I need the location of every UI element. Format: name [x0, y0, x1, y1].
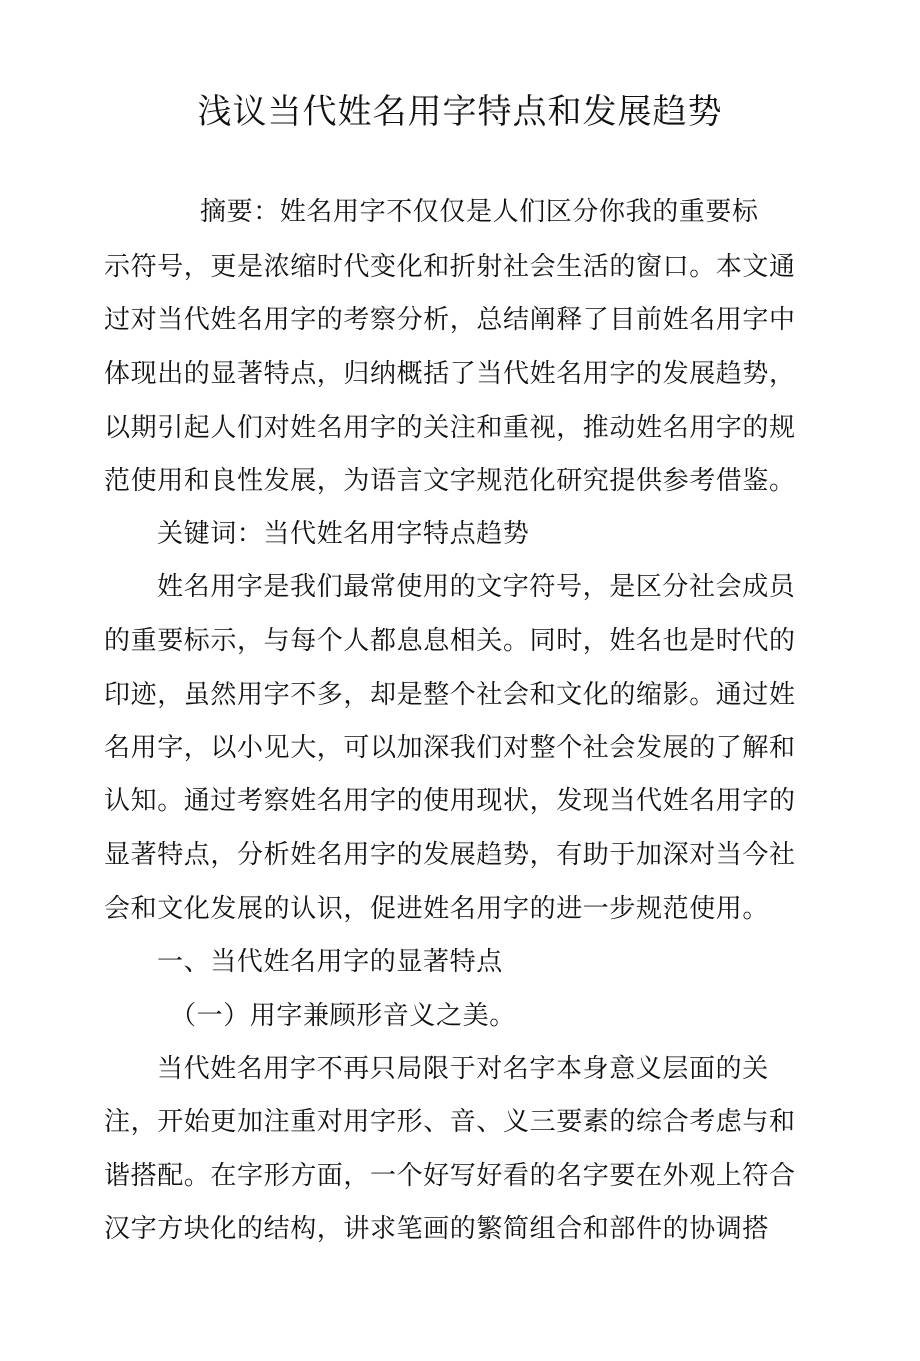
- body-line: 名用字，以小见大，可以加深我们对整个社会发展的了解和: [104, 733, 796, 762]
- body-line: 的重要标示，与每个人都息息相关。同时，姓名也是时代的: [104, 626, 796, 655]
- abstract-line: 体现出的显著特点，归纳概括了当代姓名用字的发展趋势，: [104, 359, 796, 388]
- abstract-line: 过对当代姓名用字的考察分析，总结阐释了目前姓名用字中: [104, 305, 796, 334]
- section-heading: 一、当代姓名用字的显著特点: [157, 947, 503, 976]
- body-line: 认知。通过考察姓名用字的使用现状，发现当代姓名用字的: [104, 786, 796, 815]
- keywords-line: 关键词：当代姓名用字特点趋势: [157, 519, 530, 548]
- body-line: 姓名用字是我们最常使用的文字符号，是区分社会成员: [157, 572, 796, 601]
- body-line: 谐搭配。在字形方面，一个好写好看的名字要在外观上符合: [104, 1161, 796, 1190]
- body-line: 会和文化发展的认识，促进姓名用字的进一步规范使用。: [104, 894, 770, 923]
- abstract-line: 范使用和良性发展，为语言文字规范化研究提供参考借鉴。: [104, 466, 796, 495]
- abstract-line: 摘要：姓名用字不仅仅是人们区分你我的重要标: [200, 197, 759, 226]
- body-line: 注，开始更加注重对用字形、音、义三要素的综合考虑与和: [104, 1107, 796, 1136]
- body-line: 汉字方块化的结构，讲求笔画的繁简组合和部件的协调搭: [104, 1214, 770, 1243]
- body-line: 当代姓名用字不再只局限于对名字本身意义层面的关: [157, 1054, 769, 1083]
- subsection-heading: （一）用字兼顾形音义之美。: [170, 1001, 516, 1030]
- abstract-line: 示符号，更是浓缩时代变化和折射社会生活的窗口。本文通: [104, 252, 796, 281]
- body-line: 显著特点，分析姓名用字的发展趋势，有助于加深对当今社: [104, 840, 796, 869]
- body-line: 印迹，虽然用字不多，却是整个社会和文化的缩影。通过姓: [104, 680, 796, 709]
- abstract-line: 以期引起人们对姓名用字的关注和重视，推动姓名用字的规: [104, 413, 796, 442]
- document-title: 浅议当代姓名用字特点和发展趋势: [197, 93, 723, 131]
